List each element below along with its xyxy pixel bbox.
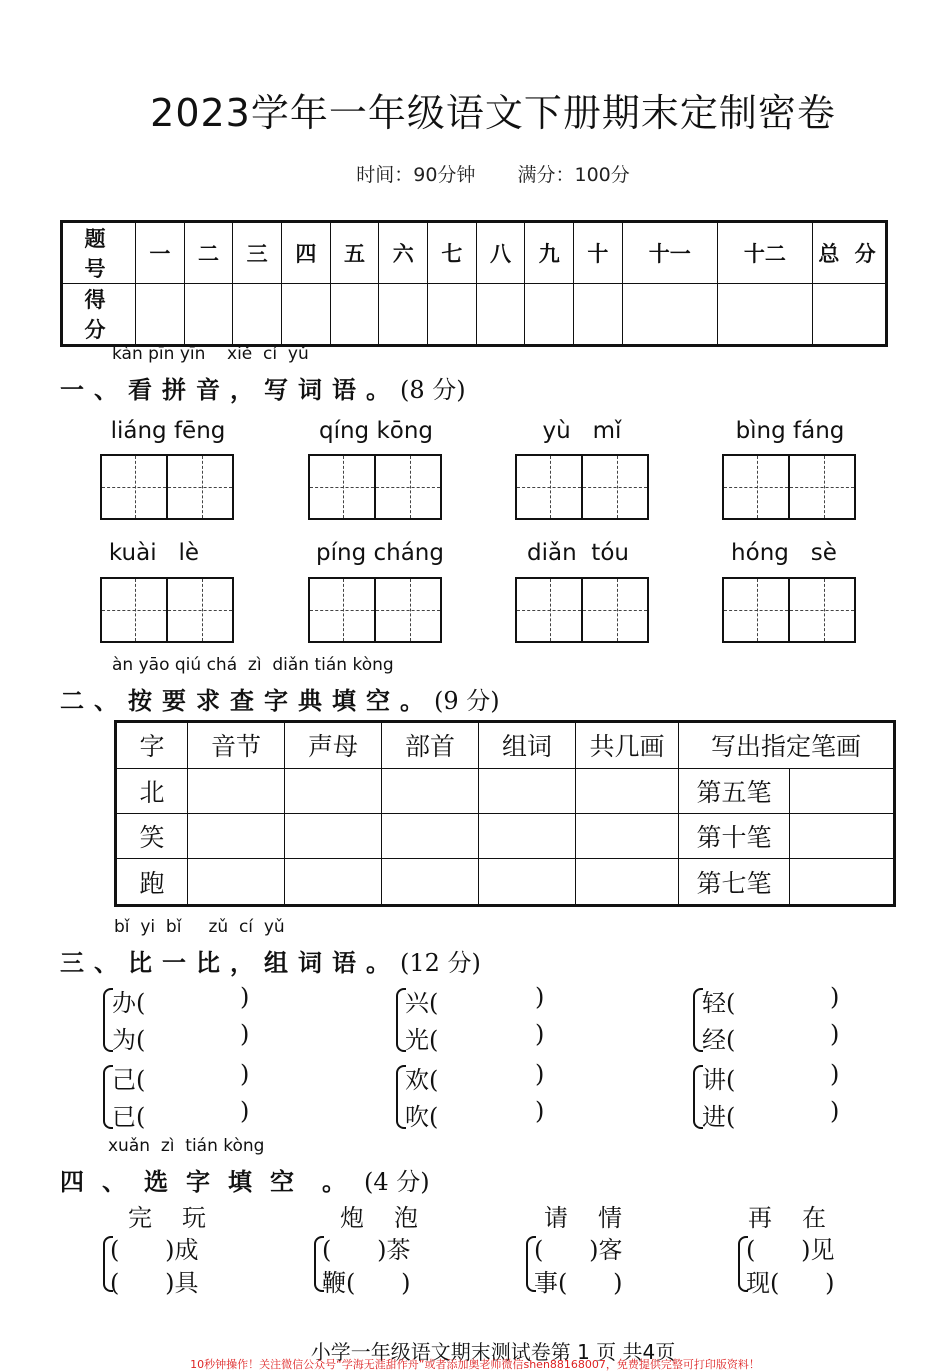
pinyin-word: bìng fáng: [735, 418, 845, 444]
compare-item: 吹(: [405, 1103, 439, 1131]
score-blank[interactable]: [574, 284, 623, 346]
score-header-cell: 五: [330, 222, 379, 284]
dict-blank[interactable]: [382, 768, 479, 813]
dict-blank[interactable]: [479, 813, 576, 858]
score-header-cell: 九: [525, 222, 574, 284]
section4-title-text: 四、选字填空: [60, 1168, 312, 1196]
compare-item: 办(: [112, 989, 146, 1017]
score-row-label: 得 分: [62, 284, 136, 346]
section4-points: (4 分): [364, 1168, 430, 1196]
section1-title-text: 一、看拼音，写词语。: [60, 376, 400, 404]
section3-pinyin: bǐ yi bǐ zǔ cí yǔ: [114, 917, 285, 937]
compare-item: 经(: [702, 1026, 736, 1054]
close-paren: ): [535, 1097, 545, 1125]
score-header-cell: 一: [136, 222, 185, 284]
score-table: [60, 220, 888, 347]
close-paren: ): [830, 983, 840, 1011]
dict-blank[interactable]: [576, 813, 679, 858]
close-paren: ): [240, 1097, 250, 1125]
close-paren: ): [240, 1020, 250, 1048]
fill-blank-line: 鞭( ): [322, 1269, 411, 1297]
section3-title-text: 三、比一比，组词语。: [60, 949, 400, 977]
score-header-cell: 题 号: [62, 222, 136, 284]
dict-blank[interactable]: [790, 813, 895, 858]
close-paren: ): [535, 1020, 545, 1048]
dictionary-row: [116, 813, 895, 858]
close-paren: ): [535, 1060, 545, 1088]
dictionary-table: [114, 720, 896, 907]
compare-item: 轻(: [702, 989, 736, 1017]
exam-time: 时间：90分钟: [356, 164, 476, 186]
dict-blank[interactable]: [188, 768, 285, 813]
score-header-cell: 十一: [622, 222, 717, 284]
dictionary-header-row: [116, 722, 895, 769]
option-chars: 炮泡: [340, 1204, 448, 1232]
pinyin-word: píng cháng: [316, 540, 444, 566]
dict-blank[interactable]: [285, 768, 382, 813]
writing-grid[interactable]: [722, 577, 856, 643]
fill-blank-line: ( )具: [110, 1269, 199, 1297]
dict-header-cell: 声母: [285, 722, 382, 769]
fill-blank-line: ( )客: [534, 1236, 623, 1264]
fill-blank-line: ( )茶: [322, 1236, 411, 1264]
close-paren: ): [830, 1060, 840, 1088]
score-blank[interactable]: [813, 284, 887, 346]
writing-grid[interactable]: [308, 577, 442, 643]
watermark-text: 10秒钟操作！关注微信公众号“学海无涯甜作舟”或者添加奥老师微信shen88168007，免费提供完整可打印版资料！: [190, 1358, 760, 1371]
close-paren: ): [240, 983, 250, 1011]
page-footer: 小学一年级语文期末测试卷第 1 页 共4页: [310, 1340, 676, 1364]
dict-blank[interactable]: [382, 859, 479, 906]
dict-blank[interactable]: [479, 768, 576, 813]
score-header-cell: 十二: [717, 222, 812, 284]
dict-blank[interactable]: [790, 859, 895, 906]
dict-blank[interactable]: [479, 859, 576, 906]
compare-item: 己(: [112, 1066, 146, 1094]
section2-title: [60, 681, 500, 716]
section4-title: [60, 1162, 430, 1197]
section2-title-text: 二、按要求查字典填空。: [60, 687, 434, 715]
score-header-cell: 总 分: [813, 222, 887, 284]
pinyin-word: yù mǐ: [542, 418, 622, 444]
score-blank[interactable]: [136, 284, 185, 346]
score-header-cell: 八: [476, 222, 525, 284]
option-chars: 再在: [748, 1204, 856, 1232]
section2-points: (9 分): [434, 687, 500, 715]
score-blank[interactable]: [184, 284, 233, 346]
close-paren: ): [240, 1060, 250, 1088]
page-title: 2023学年一年级语文下册期末定制密卷: [150, 91, 836, 135]
score-header-cell: 七: [428, 222, 477, 284]
section4-title-end: 。: [322, 1168, 364, 1196]
section4-pinyin: xuǎn zì tián kòng: [108, 1136, 265, 1156]
score-blank[interactable]: [233, 284, 282, 346]
dict-header-cell: 共几画: [576, 722, 679, 769]
compare-item: 兴(: [405, 989, 439, 1017]
dict-blank[interactable]: [188, 859, 285, 906]
dict-header-cell: 字: [116, 722, 188, 769]
score-header-cell: 六: [379, 222, 428, 284]
dict-header-cell: 组词: [479, 722, 576, 769]
fill-blank-line: 事( ): [534, 1269, 623, 1297]
compare-item: 为(: [112, 1026, 146, 1054]
score-blank[interactable]: [622, 284, 717, 346]
dict-blank[interactable]: [382, 813, 479, 858]
score-header-cell: 二: [184, 222, 233, 284]
pinyin-word: qíng kōng: [318, 418, 434, 444]
option-chars: 完玩: [128, 1204, 236, 1232]
section1-title: [60, 370, 466, 405]
section3-points: (12 分): [400, 949, 481, 977]
dict-blank[interactable]: [188, 813, 285, 858]
dict-blank[interactable]: [576, 768, 679, 813]
compare-item: 进(: [702, 1103, 736, 1131]
score-blank[interactable]: [330, 284, 379, 346]
dict-stroke-label: 第七笔: [679, 859, 790, 906]
pinyin-word: liáng fēng: [110, 418, 226, 444]
exam-meta: [0, 160, 950, 187]
option-chars: 请情: [544, 1204, 652, 1232]
writing-grid[interactable]: [515, 454, 649, 520]
score-blank[interactable]: [525, 284, 574, 346]
score-blank[interactable]: [428, 284, 477, 346]
dict-char: 笑: [116, 813, 188, 858]
dict-header-cell: 部首: [382, 722, 479, 769]
dictionary-row: [116, 859, 895, 906]
dict-header-cell: 音节: [188, 722, 285, 769]
section1-points: (8 分): [400, 376, 466, 404]
exam-full-score: 满分：100分: [517, 164, 630, 186]
fill-blank-line: ( )成: [110, 1236, 199, 1264]
pinyin-word: hóng sè: [731, 540, 837, 566]
dict-stroke-label: 第十笔: [679, 813, 790, 858]
score-blank[interactable]: [476, 284, 525, 346]
score-blank[interactable]: [717, 284, 812, 346]
close-paren: ): [830, 1020, 840, 1048]
fill-blank-line: ( )见: [746, 1236, 835, 1264]
dict-stroke-label: 第五笔: [679, 768, 790, 813]
dictionary-row: [116, 768, 895, 813]
compare-item: 光(: [405, 1026, 439, 1054]
score-value-row: [62, 284, 887, 346]
writing-grid[interactable]: [100, 577, 234, 643]
close-paren: ): [830, 1097, 840, 1125]
dict-blank[interactable]: [790, 768, 895, 813]
writing-grid[interactable]: [722, 454, 856, 520]
compare-item: 已(: [112, 1103, 146, 1131]
fill-blank-line: 现( ): [746, 1269, 835, 1297]
dict-blank[interactable]: [285, 859, 382, 906]
score-blank[interactable]: [282, 284, 331, 346]
pinyin-word: diǎn tóu: [527, 540, 629, 566]
pinyin-word: kuài lè: [108, 540, 200, 566]
section3-title: [60, 943, 481, 978]
score-header-cell: 十: [574, 222, 623, 284]
close-paren: ): [535, 983, 545, 1011]
writing-grid[interactable]: [100, 454, 234, 520]
score-header-cell: 四: [282, 222, 331, 284]
section1-pinyin: kàn pīn yīn xiě cí yǔ: [112, 344, 309, 364]
section2-pinyin: àn yāo qiú chá zì diǎn tián kòng: [112, 655, 394, 675]
dict-blank[interactable]: [285, 813, 382, 858]
writing-grid[interactable]: [515, 577, 649, 643]
score-header-cell: 三: [233, 222, 282, 284]
dict-char: 北: [116, 768, 188, 813]
dict-header-cell: 写出指定笔画: [679, 722, 895, 769]
score-header-row: [62, 222, 887, 284]
writing-grid[interactable]: [308, 454, 442, 520]
dict-char: 跑: [116, 859, 188, 906]
compare-item: 讲(: [702, 1066, 736, 1094]
compare-item: 欢(: [405, 1066, 439, 1094]
score-blank[interactable]: [379, 284, 428, 346]
dict-blank[interactable]: [576, 859, 679, 906]
